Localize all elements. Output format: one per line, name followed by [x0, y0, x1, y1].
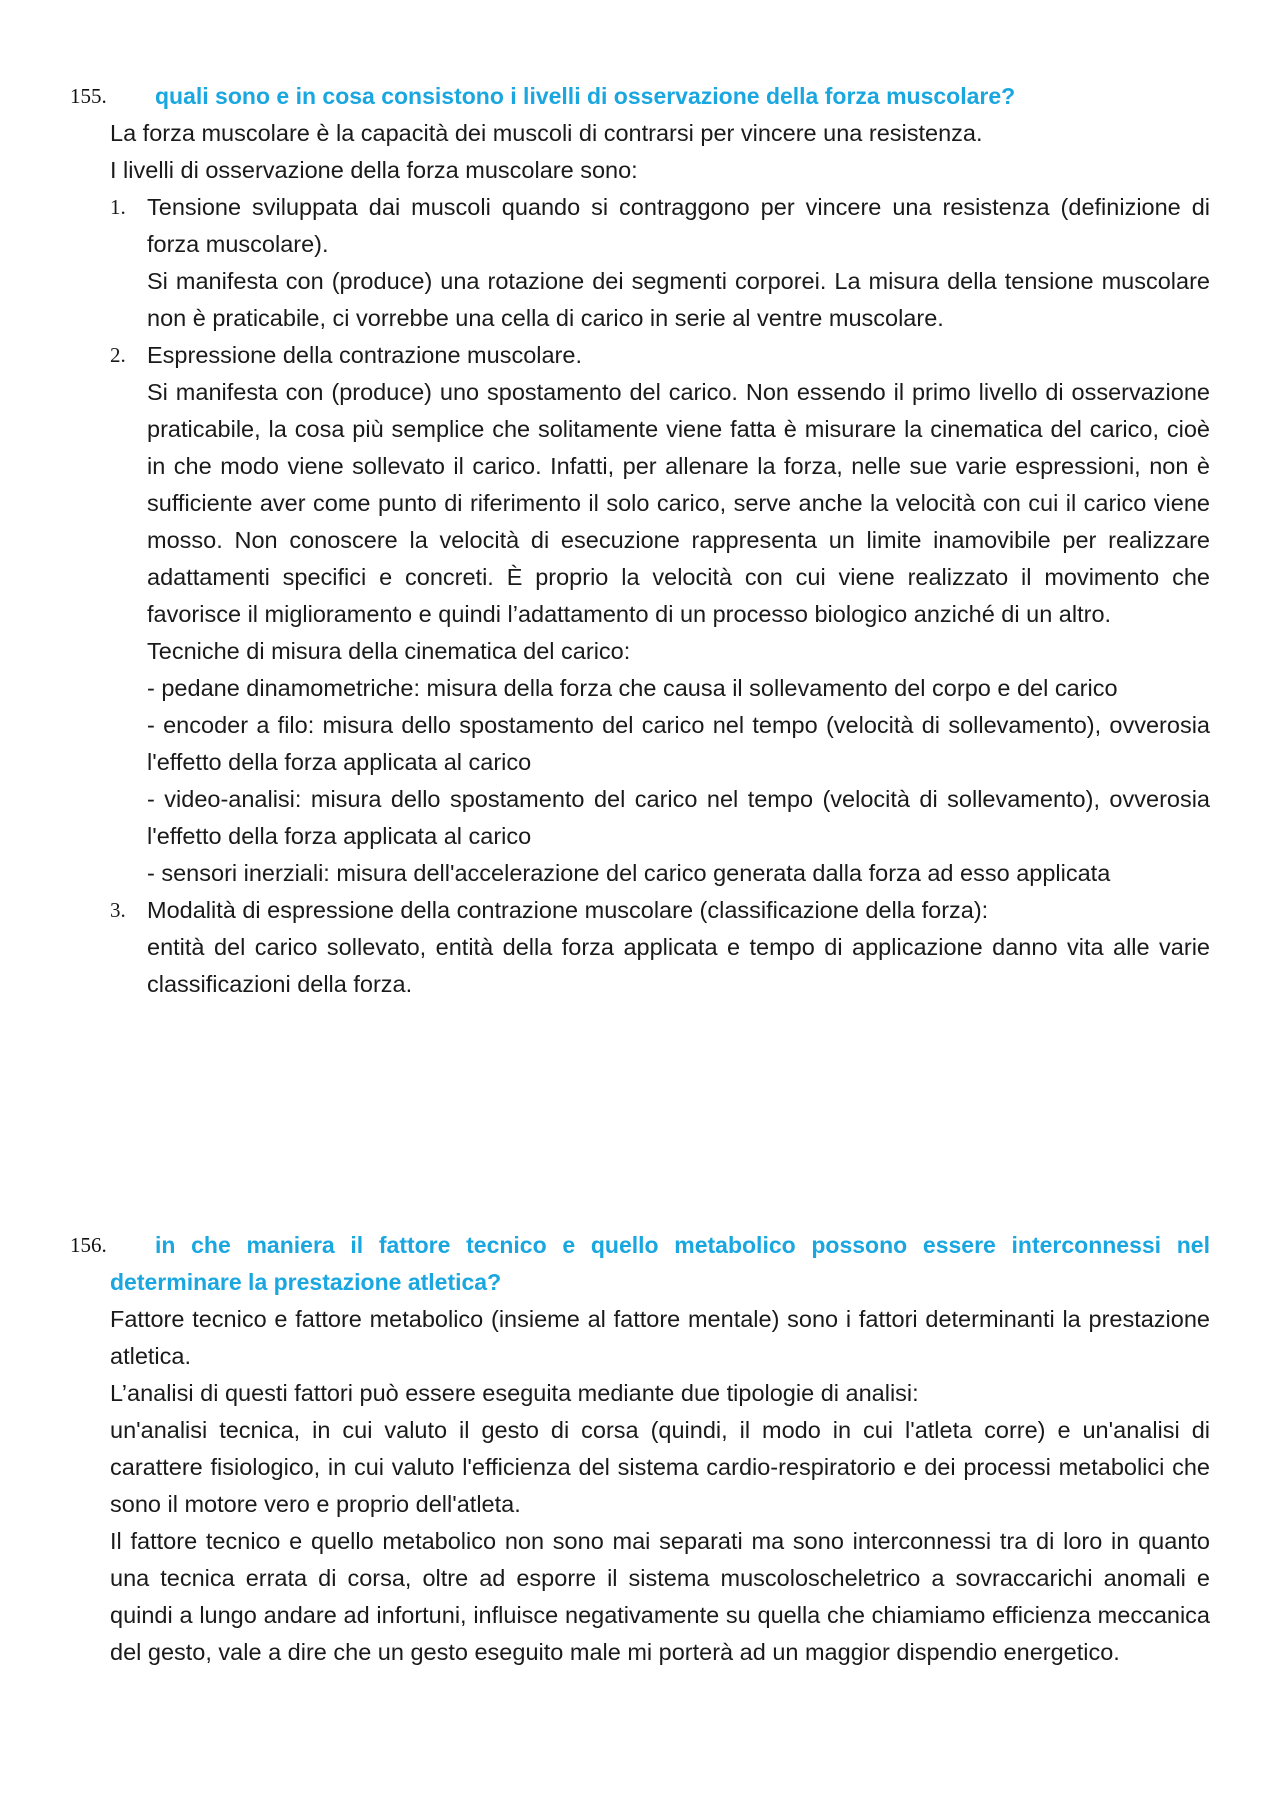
technique-item: - pedane dinamometriche: misura della forza che causa il sollevamento del corpo e del carico [147, 675, 1118, 701]
technique-item: - video-analisi: misura dello spostamento del carico nel tempo (velocità di sollevamento), ovverosia l'effetto della forza applicata al carico [147, 786, 1210, 849]
question-title: in che maniera il fattore tecnico e quello metabolico possono essere interconnessi nel determinare la prestazione atletica? [110, 1232, 1210, 1295]
list-item [70, 189, 1210, 337]
intro-paragraph: La forza muscolare è la capacità dei muscoli di contrarsi per vincere una resistenza. [110, 120, 983, 146]
list-item-number: 2. [110, 343, 126, 367]
question-156 [70, 1227, 1210, 1671]
list-item-body: Si manifesta con (produce) uno spostamento del carico. Non essendo il primo livello di osservazione praticabile, la cosa più semplice che solitamente viene fatta è misurare la cinematica del carico, cioè in che modo viene sollevato il carico. Infatti, per allenare la forza, nelle sue varie espressioni, non è sufficiente aver come punto di riferimento il solo carico, serve anche la velocità con cui il carico viene mosso. Non conoscere la velocità di esecuzione rappresenta un limite inamovibile per realizzare adattamenti specifici e concreti. È proprio la velocità con cui viene realizzato il movimento che favorisce il miglioramento e quindi l’adattamento di un processo biologico anziché di un altro. [147, 379, 1210, 627]
technique-item: - encoder a filo: misura dello spostamento del carico nel tempo (velocità di sollevamento), ovverosia l'effetto della forza applicata al carico [147, 712, 1210, 775]
answer-paragraph: Il fattore tecnico e quello metabolico non sono mai separati ma sono interconnessi tra di loro in quanto una tecnica errata di corsa, oltre ad esporre il sistema muscoloscheletrico a sovraccarichi anomali e quindi a lungo andare ad infortuni, influisce negativamente su quella che chiamiamo efficienza meccanica del gesto, vale a dire che un gesto eseguito male mi porterà ad un maggior dispendio energetico. [110, 1528, 1210, 1665]
list-item [70, 892, 1210, 1003]
question-number: 156. [70, 1233, 107, 1257]
list-item-heading: Espressione della contrazione muscolare. [147, 342, 582, 368]
answer-paragraph: L’analisi di questi fattori può essere eseguita mediante due tipologie di analisi: [110, 1380, 919, 1406]
list-item [70, 337, 1210, 892]
techniques-title: Tecniche di misura della cinematica del carico: [147, 638, 631, 664]
question-number: 155. [70, 84, 107, 108]
list-item-body: entità del carico sollevato, entità della forza applicata e tempo di applicazione danno vita alle varie classificazioni della forza. [147, 934, 1210, 997]
intro-paragraph: I livelli di osservazione della forza muscolare sono: [110, 157, 638, 183]
question-155 [70, 78, 1210, 1003]
answer-paragraph: Fattore tecnico e fattore metabolico (insieme al fattore mentale) sono i fattori determinanti la prestazione atletica. [110, 1306, 1210, 1369]
technique-item: - sensori inerziali: misura dell'accelerazione del carico generata dalla forza ad esso applicata [147, 860, 1111, 886]
list-item-body: Si manifesta con (produce) una rotazione dei segmenti corporei. La misura della tensione muscolare non è praticabile, ci vorrebbe una cella di carico in serie al ventre muscolare. [147, 268, 1210, 331]
list-item-heading: Modalità di espressione della contrazione muscolare (classificazione della forza): [147, 897, 989, 923]
question-title: quali sono e in cosa consistono i livelli di osservazione della forza muscolare? [155, 83, 1016, 109]
list-item-heading: Tensione sviluppata dai muscoli quando si contraggono per vincere una resistenza (definizione di forza muscolare). [147, 194, 1210, 257]
list-item-number: 3. [110, 898, 126, 922]
list-item-number: 1. [110, 195, 126, 219]
answer-paragraph: un'analisi tecnica, in cui valuto il gesto di corsa (quindi, il modo in cui l'atleta corre) e un'analisi di carattere fisiologico, in cui valuto l'efficienza del sistema cardio-respiratorio e dei processi metabolici che sono il motore vero e proprio dell'atleta. [110, 1417, 1210, 1517]
